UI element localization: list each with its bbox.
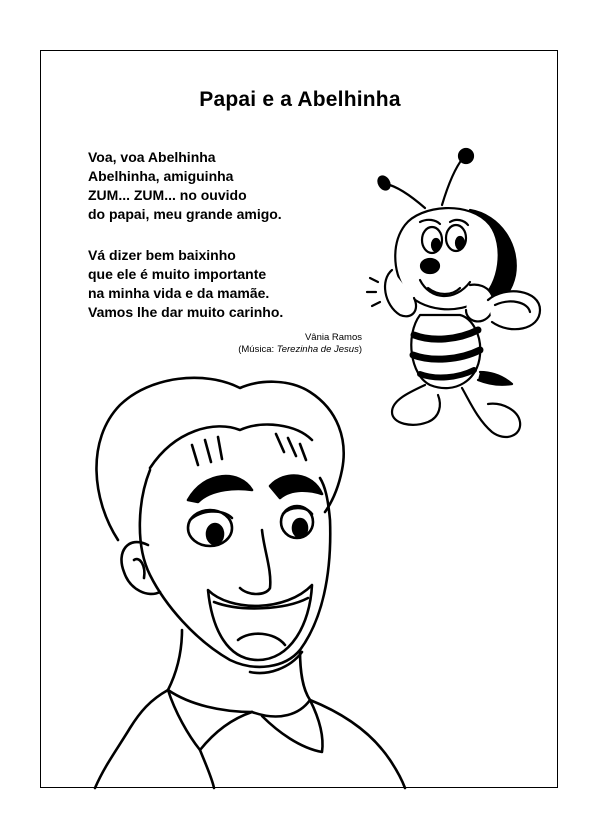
verse-line: Abelhinha, amiguinha [88,168,234,184]
verse-line: ZUM... ZUM... no ouvido [88,187,247,203]
music-title: Terezinha de Jesus [276,344,359,355]
music-credit: (Música: Terezinha de Jesus) [238,344,362,355]
verse-line: do papai, meu grande amigo. [88,206,282,222]
verse-line: Vamos lhe dar muito carinho. [88,304,284,320]
page-title: Papai e a Abelhinha [199,88,401,111]
verse-line: que ele é muito importante [88,266,267,282]
verse-line: Vá dizer bem baixinho [88,247,236,263]
verse-line: na minha vida e da mamãe. [88,285,270,301]
verse-line: Voa, voa Abelhinha [88,149,216,165]
author-credit: Vânia Ramos [304,332,362,343]
